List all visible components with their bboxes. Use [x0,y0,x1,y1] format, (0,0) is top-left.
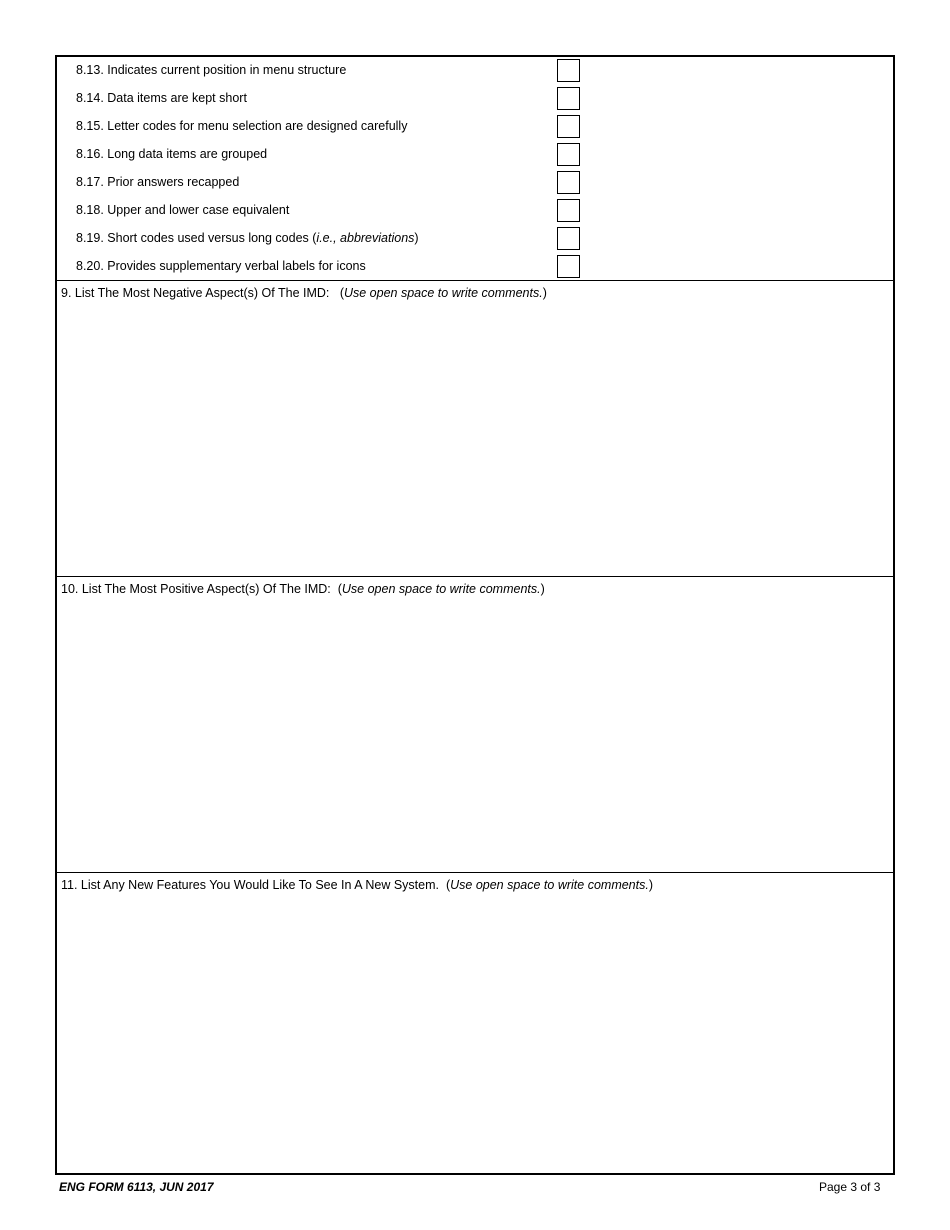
negative-comments-field[interactable] [61,305,889,572]
hint-paren: ) [540,582,545,596]
hint-text: Use open space to write comments. [343,286,543,300]
checklist-item-label: 8.17. Prior answers recapped [76,175,240,189]
hint-paren: ( [445,878,451,892]
checklist-checkbox[interactable] [557,143,580,166]
checklist-row [57,169,893,197]
checklist-item-label: 8.14. Data items are kept short [76,91,247,105]
checklist-row [57,141,893,169]
checklist-checkbox[interactable] [557,171,580,194]
checklist-row [57,113,893,141]
checklist [57,57,893,280]
checklist-item-label: 8.13. Indicates current position in menu structure [76,63,347,77]
checklist-checkbox[interactable] [557,87,580,110]
section-heading [61,878,653,892]
form-body [55,55,895,1175]
section-heading [61,582,545,596]
checklist-checkbox[interactable] [557,227,580,250]
form-identifier: ENG FORM 6113, JUN 2017 [59,1180,214,1194]
checklist-checkbox[interactable] [557,199,580,222]
hint-paren: ( [339,286,344,300]
checklist-row [57,57,893,85]
hint-text: Use open space to write comments. [341,582,541,596]
label-text: ) [414,231,419,245]
hint-paren: ) [542,286,547,300]
positive-comments-field[interactable] [61,601,889,868]
page-number: Page 3 of 3 [819,1180,881,1194]
checklist-item-label: 8.18. Upper and lower case equivalent [76,203,290,217]
hint-text: Use open space to write comments. [450,878,649,892]
label-text: 8.19. Short codes used versus long codes ( [76,231,317,245]
hint-paren: ( [337,582,342,596]
heading-text: 10. List The Most Positive Aspect(s) Of The IMD: [61,582,331,596]
checklist-row [57,85,893,113]
checklist-item-label: 8.16. Long data items are grouped [76,147,268,161]
new-features-comments-field[interactable] [61,897,889,1170]
label-italic-text: i.e., abbreviations [316,231,415,245]
checklist-row [57,197,893,225]
checklist-item-label [76,231,419,245]
checklist-checkbox[interactable] [557,59,580,82]
checklist-row [57,225,893,253]
checklist-checkbox[interactable] [557,115,580,138]
section-heading [61,286,547,300]
checklist-checkbox[interactable] [557,255,580,278]
negative-aspects-section [57,280,893,576]
checklist-item-label: 8.15. Letter codes for menu selection are designed carefully [76,119,408,133]
hint-paren: ) [648,878,653,892]
heading-text: 11. List Any New Features You Would Like To See In A New System. [61,878,439,892]
heading-text: 9. List The Most Negative Aspect(s) Of The IMD: [61,286,330,300]
positive-aspects-section [57,576,893,872]
new-features-section [57,872,893,1174]
checklist-item-label: 8.20. Provides supplementary verbal labels for icons [76,259,366,273]
checklist-row [57,253,893,281]
